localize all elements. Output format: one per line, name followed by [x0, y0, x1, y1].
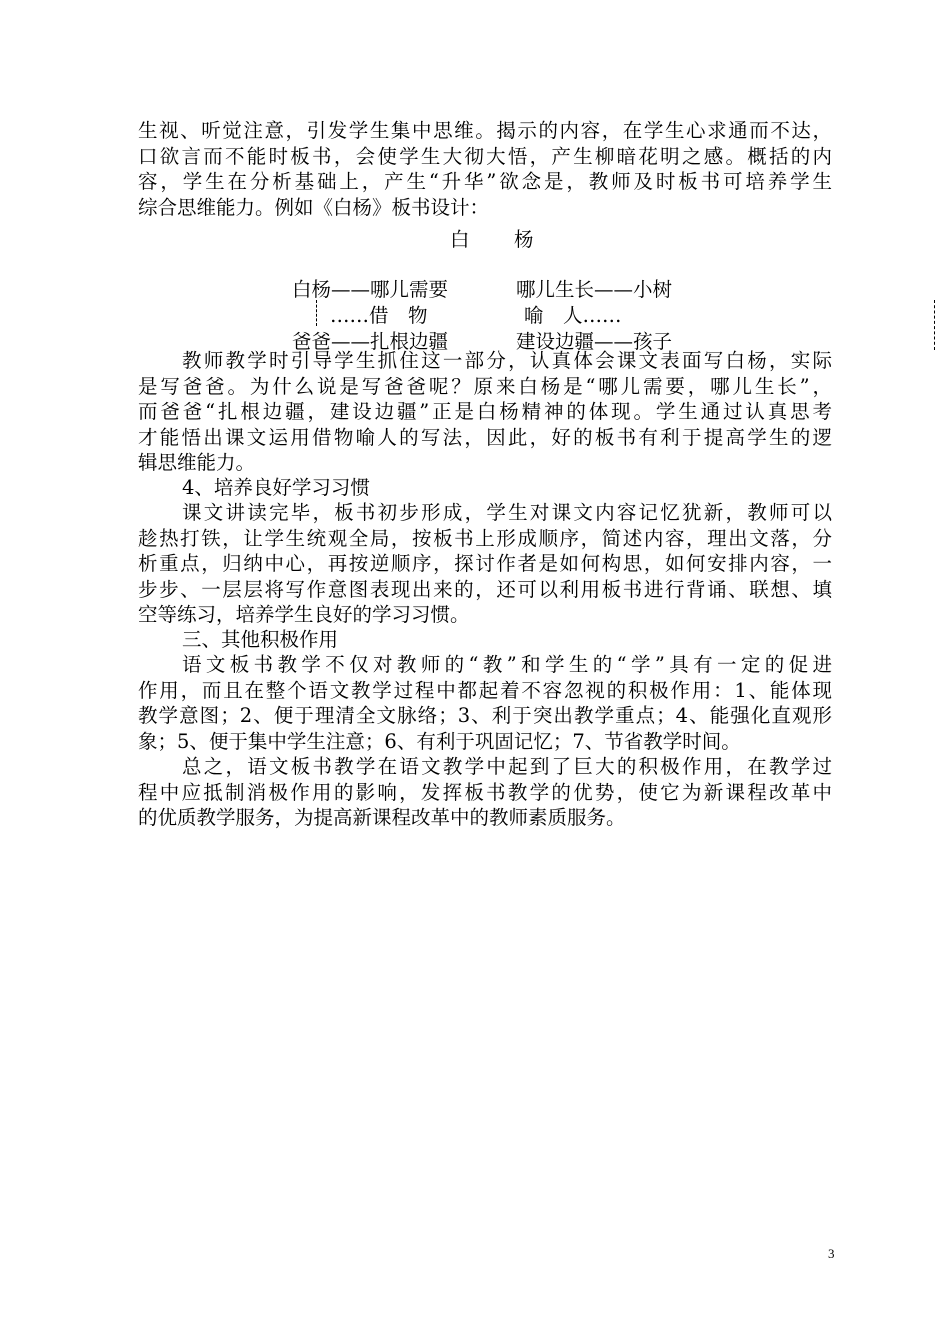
- text-line: 教师教学时引导学生抓住这一部分，认真体会课文表面写白杨，实际: [182, 349, 832, 372]
- text-line: 步步、一层层将写作意图表现出来的，还可以利用板书进行背诵、联想、填: [138, 577, 832, 601]
- text-line: 而爸爸“扎根边疆，建设边疆”正是白杨精神的体现。学生通过认真思考: [138, 400, 832, 423]
- text-line: 课文讲读完毕，板书初步形成，学生对课文内容记忆犹新，教师可以: [182, 501, 832, 524]
- section-heading-4: [138, 475, 832, 501]
- diagram-row1-left: 白杨——哪儿需要: [292, 278, 449, 301]
- text-line: 的优质教学服务，为提高新课程改革中的教师素质服务。: [138, 806, 626, 829]
- text-line: 总之，语文板书教学在语文教学中起到了巨大的积极作用，在教学过: [182, 755, 832, 778]
- text-line: 象；5、便于集中学生注意；6、有利于巩固记忆；7、节省教学时间。: [138, 729, 741, 753]
- board-diagram: [0, 272, 950, 352]
- text-line: 析重点，归纳中心，再按逆顺序，探讨作者是如何构思，如何安排内容，一: [138, 552, 832, 575]
- page-number: 3: [828, 1246, 835, 1261]
- heading-text: 三、其他积极作用: [182, 628, 339, 651]
- explain-paragraph: [138, 348, 832, 476]
- text-line: 趁热打铁，让学生统观全局，按板书上形成顺序，简述内容，理出文落，分: [138, 526, 832, 550]
- board-title: [0, 224, 950, 250]
- section-heading-3: [138, 627, 832, 653]
- text-line: 综合思维能力。例如《白杨》板书设计：: [138, 195, 490, 219]
- board-title-char: 杨: [514, 228, 534, 251]
- heading-text: 4、培养良好学习习惯: [182, 476, 370, 499]
- text-line: 口欲言而不能时板书，会使学生大彻大悟，产生柳暗花明之感。概括的内: [138, 144, 832, 168]
- text-line: 容，学生在分析基础上，产生“升华”欲念是，教师及时板书可培养学生: [138, 170, 832, 193]
- diagram-row2-left: ……借 物: [330, 304, 428, 327]
- diagram-row1-right: 哪儿生长——小树: [516, 278, 673, 301]
- text-line: 空等练习，培养学生良好的学习习惯。: [138, 603, 470, 626]
- text-line: 生视、听觉注意，引发学生集中思维。揭示的内容，在学生心求通而不达，: [138, 119, 832, 142]
- diagram-row3-right: 建设边疆——孩子: [516, 330, 673, 353]
- text-line: 辑思维能力。: [138, 451, 256, 474]
- text-line: 是写爸爸。为什么说是写爸爸呢？原来白杨是“哪儿需要，哪儿生长”，: [138, 374, 832, 398]
- text-line: 作用，而且在整个语文教学过程中都起着不容忽视的积极作用：1、能体现: [138, 678, 832, 702]
- diagram-row3-left: 爸爸——扎根边疆: [292, 330, 449, 353]
- summary-paragraph: [138, 754, 832, 831]
- diagram-right-connector: [934, 300, 935, 350]
- text-line: 程中应抵制消极作用的影响，发挥板书教学的优势，使它为新课程改革中: [138, 780, 832, 804]
- other-effects-paragraph: [138, 652, 832, 754]
- board-title-char: 白: [450, 228, 470, 251]
- top-paragraph: [138, 118, 832, 220]
- text-line: 教学意图；2、便于理清全文脉络；3、利于突出教学重点；4、能强化直观形: [138, 704, 832, 727]
- diagram-row2-right: 喻 人……: [524, 304, 622, 327]
- text-line: 才能悟出课文运用借物喻人的写法，因此，好的板书有利于提高学生的逻: [138, 425, 832, 449]
- diagram-left-connector: [316, 300, 317, 326]
- habits-paragraph: [138, 500, 832, 628]
- text-line: 语文板书教学不仅对教师的“教”和学生的“学”具有一定的促进: [182, 653, 832, 676]
